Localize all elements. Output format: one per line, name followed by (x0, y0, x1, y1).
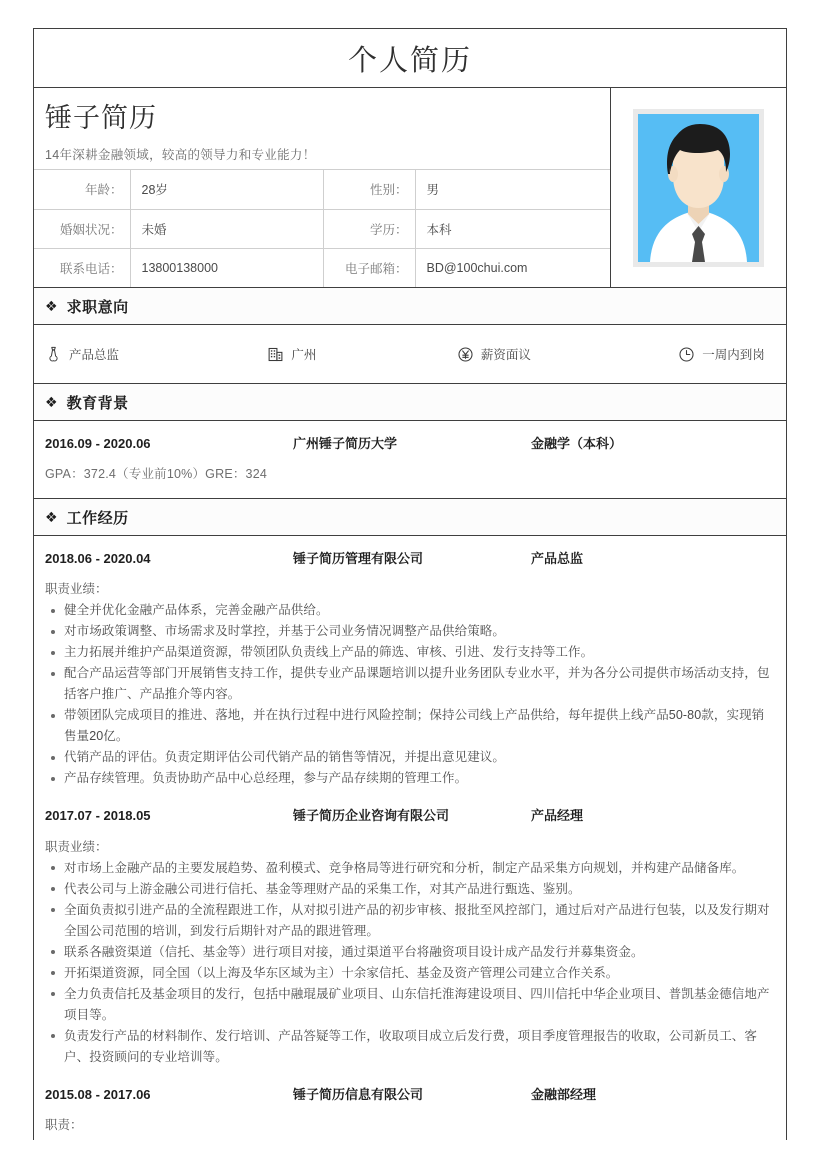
work-date: 2017.07 - 2018.05 (45, 808, 151, 824)
section-title-education: 教育背景 (66, 394, 129, 412)
intent-item-salary (457, 345, 678, 363)
section-body-intent (34, 325, 786, 384)
section-title-work: 工作经历 (66, 509, 129, 527)
work-duty-label: 职责： (45, 1117, 83, 1132)
info-value-phone: 13800138000 (130, 248, 323, 287)
section-header-intent (34, 288, 786, 325)
work-company: 锤子简历企业咨询有限公司 (293, 808, 450, 824)
info-value-email: BD@100chui.com (426, 260, 528, 275)
page-title: 个人简历 (347, 44, 472, 77)
work-company: 锤子简历管理有限公司 (293, 551, 424, 567)
section-body-education (34, 421, 786, 499)
info-label-gender: 性别： (323, 170, 415, 209)
intent-item-availability (678, 345, 775, 363)
list-item: 对市场上金融产品的主要发展趋势、盈利模式、竞争格局等进行研究和分析，制定产品采集方向规划，并构建产品储备库。 (45, 858, 775, 879)
list-item: 代销产品的评估。负责定期评估公司代销产品的销售等情况，并提出意见建议。 (45, 747, 775, 768)
avatar (638, 114, 759, 262)
list-item: 全面负责拟引进产品的全流程跟进工作，从对拟引进产品的初步审核、报批至风控部门，通过后对产品进行包装，以及发行期对全国公司范围的培训，到发行后期针对产品的跟进管理。 (45, 900, 775, 942)
list-item: 带领团队完成项目的推进、落地，并在执行过程中进行风险控制；保持公司线上产品供给，每年提供上线产品50-80款，实现销售量20亿。 (45, 705, 775, 747)
education-school: 广州锤子简历大学 (293, 436, 398, 451)
intent-label-city: 广州 (291, 348, 317, 362)
list-item: 开拓渠道资源，同全国（以上海及华东区域为主）十余家信托、基金及资产管理公司建立合作关系。 (45, 963, 775, 984)
list-item: 负责发行产品的材料制作、发行培训、产品答疑等工作，收取项目成立后发行费，项目季度管理报告的收取，公司新员工、客户、投资顾问的专业培训等。 (45, 1026, 775, 1068)
personal-info-table (34, 170, 610, 287)
diamond-icon: ❖ (45, 509, 58, 526)
work-role: 金融部经理 (531, 1086, 597, 1102)
intent-item-city (267, 345, 456, 363)
identity-right (611, 88, 786, 287)
work-duty-label: 职责业绩： (45, 839, 108, 854)
list-item: 主力拓展并维护产品渠道资源，带领团队负责线上产品的筛选、审核、引进、发行支持等工作。 (45, 642, 775, 663)
table-row (34, 209, 610, 248)
info-label-phone: 联系电话： (34, 248, 130, 287)
intent-label-salary: 薪资面议 (480, 348, 531, 362)
section-header-work (34, 499, 786, 536)
list-item: 健全并优化金融产品体系，完善金融产品供给。 (45, 600, 775, 621)
info-label-marital: 婚姻状况： (34, 209, 130, 248)
work-date: 2018.06 - 2020.04 (45, 551, 151, 567)
name-block (34, 88, 610, 170)
intent-label-position: 产品总监 (69, 348, 120, 362)
section-title-intent: 求职意向 (66, 298, 129, 316)
work-role: 产品经理 (531, 808, 584, 824)
section-body-work (34, 536, 786, 1140)
resume-document (33, 28, 787, 1140)
list-item: 配合产品运营等部门开展销售支持工作，提供专业产品课题培训以提升业务团队专业水平，并为各分公司提供市场活动支持，包括客户推广、产品推介等内容。 (45, 663, 775, 705)
building-icon (267, 346, 284, 363)
education-major: 金融学（本科） (531, 436, 623, 451)
table-row (34, 170, 610, 209)
info-value-degree: 本科 (415, 209, 610, 248)
info-label-degree: 学历： (323, 209, 415, 248)
work-entry (45, 1074, 775, 1140)
education-entry (45, 421, 775, 486)
work-role: 产品总监 (531, 551, 584, 567)
identity-block (34, 88, 786, 288)
info-value-age: 28岁 (130, 170, 323, 209)
list-item: 联系各融资渠道（信托、基金等）进行项目对接，通过渠道平台将融资项目设计成产品发行并募集资金。 (45, 942, 775, 963)
education-detail: GPA：372.4（专业前10%）GRE：324 (45, 467, 268, 482)
work-duty-list (45, 600, 775, 791)
intent-row (45, 325, 775, 383)
document-title-bar (34, 29, 786, 88)
work-duty-label: 职责业绩： (45, 582, 108, 597)
work-entry-head (45, 1086, 775, 1104)
candidate-name: 锤子简历 (45, 103, 157, 133)
work-entry (45, 795, 775, 1073)
work-company: 锤子简历信息有限公司 (293, 1086, 424, 1102)
photo-frame (633, 109, 764, 267)
candidate-tagline: 14年深耕金融领域，较高的领导力和专业能力！ (45, 147, 316, 162)
info-label-email: 电子邮箱： (323, 248, 415, 287)
education-entry-head (45, 435, 775, 453)
intent-label-availability: 一周内到岗 (702, 348, 765, 362)
clock-icon (678, 346, 695, 363)
info-label-age: 年龄： (34, 170, 130, 209)
list-item: 产品存续管理。负责协助产品中心总经理，参与产品存续期的管理工作。 (45, 768, 775, 789)
work-entry (45, 536, 775, 795)
identity-left (34, 88, 611, 287)
work-entry-head (45, 550, 775, 568)
education-date: 2016.09 - 2020.06 (45, 436, 151, 451)
yen-circle-icon (457, 346, 474, 363)
diamond-icon: ❖ (45, 394, 58, 410)
tie-icon (45, 346, 62, 363)
list-item: 对市场政策调整、市场需求及时掌控，并基于公司业务情况调整产品供给策略。 (45, 621, 775, 642)
work-entry-head (45, 807, 775, 825)
diamond-icon: ❖ (45, 298, 58, 314)
intent-item-position (45, 345, 267, 363)
table-row (34, 248, 610, 287)
work-date: 2015.08 - 2017.06 (45, 1086, 151, 1102)
info-value-gender: 男 (415, 170, 610, 209)
portrait-illustration-icon (638, 114, 759, 262)
section-header-education (34, 384, 786, 421)
work-duty-list (45, 858, 775, 1070)
list-item: 代表公司与上游金融公司进行信托、基金等理财产品的采集工作，对其产品进行甄选、鉴别。 (45, 879, 775, 900)
list-item: 全力负责信托及基金项目的发行，包括中融琨晟矿业项目、山东信托淮海建设项目、四川信托中华企业项目、普凯基金德信地产项目等。 (45, 984, 775, 1026)
info-value-marital: 未婚 (130, 209, 323, 248)
